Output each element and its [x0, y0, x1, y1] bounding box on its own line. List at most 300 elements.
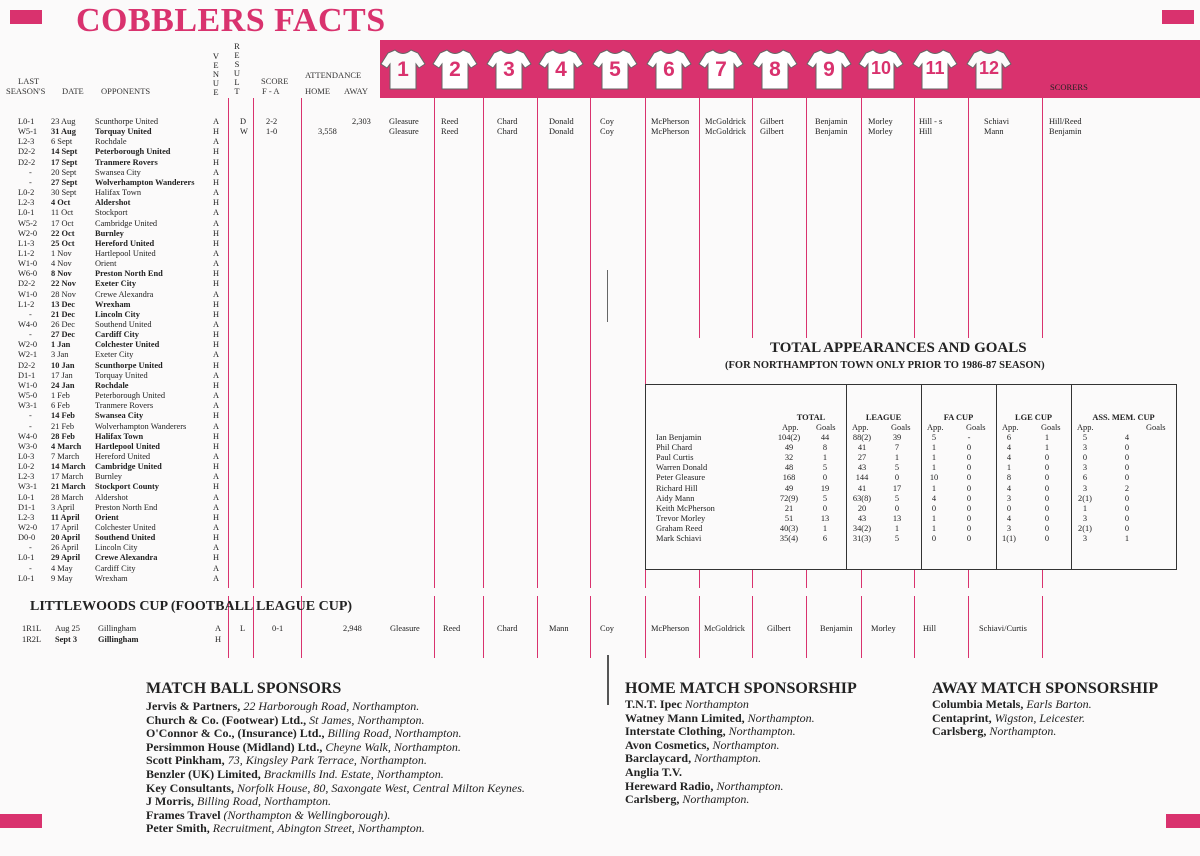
last-season-result: - — [29, 421, 32, 431]
venue: H — [215, 634, 222, 644]
stats-value: 4 — [1006, 453, 1012, 463]
venue: A — [213, 289, 220, 299]
match-ball-title: MATCH BALL SPONSORS — [146, 680, 342, 697]
attendance-away: 2,948 — [343, 624, 362, 633]
fixture-row — [0, 290, 1200, 300]
match-date: 21 March — [51, 482, 86, 492]
opponent: Preston North End — [95, 269, 163, 279]
stats-value: 2(1) — [1078, 493, 1092, 503]
player-name: McGoldrick — [705, 127, 746, 137]
sponsor-name: Barclaycard, — [625, 751, 695, 766]
player-name: Gleasure — [390, 624, 420, 633]
home-sponsor-item — [625, 766, 857, 780]
stats-value: 48 — [784, 463, 794, 473]
scorers: Benjamin — [1049, 127, 1082, 137]
match-ball-sponsor-item — [146, 754, 525, 768]
stats-value: 2(1) — [1078, 523, 1092, 533]
stats-value: 51 — [784, 513, 794, 523]
opponent: Stockport — [95, 208, 128, 218]
stats-value: 49 — [784, 483, 794, 493]
venue: A — [213, 492, 220, 502]
venue: H — [213, 269, 220, 279]
player-name: Reed — [441, 117, 459, 126]
stats-value: 1 — [822, 523, 828, 533]
opponent: Scunthorpe United — [95, 360, 163, 370]
opponent: Preston North End — [95, 502, 158, 512]
venue: H — [213, 441, 220, 451]
match-date: 17 Oct — [51, 218, 74, 228]
away-sponsor-item — [932, 698, 1158, 712]
result: D — [240, 117, 247, 126]
stats-value: 1 — [1044, 443, 1050, 453]
sponsor-address: Northampton. — [712, 737, 780, 752]
opponent: Tranmere Rovers — [95, 401, 154, 411]
stats-value: - — [967, 433, 971, 442]
shirt-number: 12 — [978, 58, 1000, 78]
opponent: Exeter City — [95, 279, 137, 289]
venue: A — [213, 391, 220, 401]
venue: A — [213, 401, 220, 411]
stats-value: 0 — [1006, 503, 1012, 513]
header-venue — [211, 52, 221, 97]
stats-value: 21 — [784, 503, 794, 513]
sponsor-address: Recruitment, Abington Street, Northampton. — [212, 821, 425, 836]
sponsor-name: Carlsberg, — [625, 792, 683, 807]
home-sponsor-item — [625, 712, 857, 726]
stats-value: 5 — [894, 493, 900, 503]
last-season-result: W3-0 — [18, 441, 38, 451]
stats-player-name: Keith McPherson — [656, 503, 715, 513]
stats-value: 0 — [966, 534, 972, 543]
venue: A — [213, 208, 220, 218]
fixture-row — [0, 249, 1200, 259]
player-name: Benjamin — [820, 624, 853, 633]
header-scorers: SCORERS — [1050, 82, 1088, 92]
match-date: 28 March — [51, 492, 84, 502]
shirt-icon — [912, 46, 958, 92]
stats-player-name: Paul Curtis — [656, 453, 694, 463]
stats-value: 6 — [1006, 433, 1012, 442]
venue: A — [213, 421, 220, 431]
stats-goals-header: Goals — [1041, 423, 1061, 432]
stats-app-header: App. — [782, 423, 799, 432]
last-season-result: W2-0 — [18, 228, 38, 238]
player-name: Hill - s — [919, 117, 943, 126]
match-ball-sponsor-item — [146, 714, 525, 728]
stats-value: 0 — [931, 534, 937, 543]
home-sponsor-item — [625, 725, 857, 739]
stats-value: 63(8) — [852, 493, 872, 503]
sponsor-address: 73, Kingsley Park Terrace, Northampton. — [227, 753, 427, 768]
match-date: 3 April — [51, 502, 75, 512]
shirt-icon — [538, 46, 584, 92]
stats-value: 35(4) — [779, 534, 799, 543]
stats-player-name: Ian Benjamin — [656, 433, 702, 442]
stats-value: 5 — [822, 463, 828, 473]
last-season-result: - — [29, 167, 32, 177]
opponent: Halifax Town — [95, 431, 144, 441]
stats-value: 3 — [1082, 463, 1088, 473]
shirt-number: 4 — [555, 58, 567, 81]
opponent: Wrexham — [95, 573, 128, 583]
result: W — [240, 127, 248, 137]
stats-goals-header: Goals — [1146, 423, 1166, 432]
opponent: Stockport County — [95, 482, 159, 492]
stats-value: 44 — [820, 433, 830, 442]
match-date: 9 May — [51, 573, 73, 583]
venue: A — [213, 188, 220, 198]
player-name: McGoldrick — [704, 624, 745, 633]
sponsor-address: Cheyne Walk, Northampton. — [325, 739, 461, 754]
shirt-icon — [752, 46, 798, 92]
opponent: Scunthorpe United — [95, 117, 159, 126]
stats-value: 0 — [1044, 493, 1050, 503]
venue: H — [213, 157, 220, 167]
match-date: 23 Aug — [51, 117, 76, 126]
stats-value: 32 — [784, 453, 794, 463]
stats-value: 0 — [966, 513, 972, 523]
match-ball-sponsor-item — [146, 809, 525, 823]
header-score: SCORE — [261, 76, 289, 86]
stats-value: 0 — [966, 483, 972, 493]
stats-value: 0 — [894, 473, 900, 483]
last-season-result: - — [29, 309, 32, 319]
last-season-result: - — [29, 177, 32, 187]
stats-value: 4 — [931, 493, 937, 503]
match-date: 14 Feb — [51, 411, 75, 421]
fold-mark — [607, 655, 611, 705]
venue: A — [213, 502, 220, 512]
opponent: Wrexham — [95, 299, 131, 309]
venue: H — [213, 309, 220, 319]
corner-mark — [0, 814, 42, 828]
match-date: 29 April — [51, 553, 81, 563]
stats-value: 1 — [1082, 503, 1088, 513]
match-date: 28 Nov — [51, 289, 76, 299]
result-letter: U — [233, 68, 241, 78]
match-ball-sponsor-item — [146, 741, 525, 755]
home-match-sponsorship — [625, 680, 857, 807]
venue: H — [213, 279, 220, 289]
fixture-row — [0, 208, 1200, 218]
sponsor-address: Northampton. — [747, 710, 815, 725]
fixture-row — [0, 229, 1200, 239]
stats-value: 0 — [966, 523, 972, 533]
sponsor-address: St James, Northampton. — [309, 712, 425, 727]
stats-value: 0 — [1082, 453, 1088, 463]
venue: H — [213, 553, 220, 563]
page-title: COBBLERS FACTS — [76, 2, 386, 39]
match-date: 20 Sept — [51, 167, 77, 177]
venue: A — [213, 137, 220, 147]
stats-value: 4 — [1006, 483, 1012, 493]
stats-value: 1 — [1124, 534, 1130, 543]
opponent: Hartlepool United — [95, 248, 156, 258]
stats-value: 41 — [857, 483, 867, 493]
venue: H — [213, 340, 220, 350]
match-date: 13 Dec — [51, 299, 75, 309]
sponsor-name: Jervis & Partners, — [146, 699, 244, 713]
match-date: 28 Feb — [51, 431, 75, 441]
stats-value: 0 — [966, 443, 972, 453]
last-season-result: W1-0 — [18, 380, 38, 390]
stats-value: 2 — [1124, 483, 1130, 493]
match-ball-sponsor-item — [146, 768, 525, 782]
stats-title: TOTAL APPEARANCES AND GOALS — [770, 340, 1027, 356]
opponent: Hartlepool United — [95, 441, 160, 451]
attendance-home: 3,558 — [318, 127, 337, 137]
sponsor-address: Wigston, Leicester. — [994, 710, 1085, 725]
shirt-icon — [486, 46, 532, 92]
match-date: 3 Jan — [51, 350, 69, 360]
stats-value: 3 — [1082, 483, 1088, 493]
opponent: Hereford United — [95, 451, 151, 461]
stats-value: 0 — [1044, 523, 1050, 533]
last-season-result: D1-1 — [18, 502, 36, 512]
player-name: Mann — [549, 624, 569, 633]
home-sponsor-item — [625, 739, 857, 753]
last-season-result: L0-3 — [18, 451, 35, 461]
shirt-icon — [380, 46, 426, 92]
attendance-away: 2,303 — [352, 117, 371, 126]
stats-value: 3 — [1006, 523, 1012, 533]
stats-player-name: Mark Schiavi — [656, 534, 702, 543]
match-date: 27 Dec — [51, 330, 75, 340]
last-season-result: L0-2 — [18, 462, 35, 472]
venue: H — [213, 198, 220, 208]
sponsor-address: Northampton. — [728, 724, 796, 739]
match-date: 14 March — [51, 462, 86, 472]
last-season-result: L0-1 — [18, 208, 35, 218]
stats-value: 1 — [894, 523, 900, 533]
stats-value: 104(2) — [777, 433, 801, 442]
opponent: Peterborough United — [95, 147, 171, 157]
stats-player-name: Warren Donald — [656, 463, 708, 473]
stats-value: 5 — [1082, 433, 1088, 442]
sponsor-address: Earls Barton. — [1026, 697, 1092, 711]
fixture-row — [0, 269, 1200, 279]
opponent: Crewe Alexandra — [95, 289, 154, 299]
last-season-result: - — [29, 563, 32, 573]
stats-value: 34(2) — [852, 523, 872, 533]
venue-letter: V — [212, 51, 220, 61]
corner-mark — [10, 10, 42, 24]
last-season-result: W6-0 — [18, 269, 38, 279]
last-season-result: D2-2 — [18, 360, 36, 370]
venue: A — [213, 472, 220, 482]
venue: A — [213, 117, 220, 126]
stats-group-header: LGE CUP — [1015, 413, 1052, 422]
result-letter: E — [234, 50, 240, 60]
opponent: Torquay United — [95, 370, 148, 380]
player-name: Gleasure — [389, 117, 419, 126]
last-season-result: L2-3 — [18, 137, 35, 147]
shirt-icon — [858, 46, 904, 92]
last-season-result: D2-2 — [18, 157, 36, 167]
home-sponsor-title: HOME MATCH SPONSORSHIP — [625, 680, 857, 697]
stats-value: 0 — [1124, 473, 1130, 483]
stats-value: 1 — [894, 453, 900, 463]
stats-value: 39 — [892, 433, 902, 442]
player-name: McGoldrick — [705, 117, 746, 126]
stats-value: 3 — [1082, 443, 1088, 453]
last-season-result: L2-3 — [18, 512, 35, 522]
opponent: Burnley — [95, 472, 122, 482]
opponent: Lincoln City — [95, 309, 140, 319]
fixture-row — [0, 371, 1200, 381]
stats-app-header: App. — [852, 423, 869, 432]
last-season-result: - — [29, 543, 32, 553]
stats-goals-header: Goals — [816, 423, 836, 432]
stats-player-name: Aidy Mann — [656, 493, 695, 503]
sponsor-name: Church & Co. (Footwear) Ltd., — [146, 712, 310, 727]
venue: A — [213, 218, 220, 228]
stats-value: 1 — [822, 453, 828, 463]
last-season-result: W1-0 — [18, 259, 38, 269]
last-season-result: W4-0 — [18, 431, 38, 441]
match-date: 11 Oct — [51, 208, 74, 218]
away-sponsor-item — [932, 712, 1158, 726]
opponent: Southend United — [95, 533, 156, 543]
opponent: Cardiff City — [95, 330, 139, 340]
player-name: Chard — [497, 127, 518, 137]
shirt-number: 6 — [663, 58, 675, 81]
match-date: 6 Sept — [51, 137, 73, 147]
match-date: 11 April — [51, 512, 80, 522]
stats-goals-header: Goals — [891, 423, 911, 432]
sponsor-address: Brackmills Ind. Estate, Northampton. — [263, 766, 444, 781]
venue: H — [213, 411, 220, 421]
opponent: Hereford United — [95, 238, 155, 248]
stats-value: 5 — [822, 493, 828, 503]
stats-value: 0 — [822, 473, 828, 483]
stats-app-header: App. — [1002, 423, 1019, 432]
fixture-row — [0, 300, 1200, 310]
match-date: 10 Jan — [51, 360, 75, 370]
sponsor-name: Scott Pinkham, — [146, 753, 228, 768]
match-ball-sponsor-item — [146, 822, 525, 836]
header-last: LAST — [18, 76, 40, 86]
last-season-result: L1-2 — [18, 248, 35, 258]
venue-letter: N — [212, 69, 220, 79]
player-name: McPherson — [651, 117, 690, 126]
last-season-result: W2-0 — [18, 523, 38, 532]
stats-value: 13 — [820, 513, 830, 523]
stats-value: 27 — [857, 453, 867, 463]
opponent: Peterborough United — [95, 391, 166, 401]
stats-app-header: App. — [927, 423, 944, 432]
player-name: Chard — [497, 624, 518, 633]
match-date: 17 March — [51, 472, 84, 482]
stats-value: 0 — [1124, 513, 1130, 523]
header-away: AWAY — [344, 86, 369, 96]
player-name: Schiavi — [984, 117, 1010, 126]
fixture-row — [0, 279, 1200, 289]
sponsor-name: Interstate Clothing, — [625, 724, 729, 739]
last-season-result: L2-3 — [18, 198, 35, 208]
venue: H — [213, 360, 220, 370]
stats-group-header: FA CUP — [943, 413, 974, 422]
match-date: 31 Aug — [51, 127, 76, 137]
stats-player-name: Graham Reed — [656, 523, 703, 533]
shirt-number: 3 — [503, 58, 515, 81]
sponsor-name: Carlsberg, — [932, 724, 990, 739]
stats-group-header: ASS. MEM. CUP — [1092, 413, 1155, 422]
opponent: Tranmere Rovers — [95, 157, 158, 167]
stats-value: 0 — [1124, 503, 1130, 513]
stats-value: 3 — [1082, 513, 1088, 523]
venue: A — [213, 451, 220, 461]
venue: A — [213, 523, 220, 532]
last-season-result: D2-2 — [18, 279, 36, 289]
fixture-row — [0, 239, 1200, 249]
last-season-result: L2-3 — [18, 472, 35, 482]
match-date: 14 Sept — [51, 147, 78, 157]
shirt-icon — [646, 46, 692, 92]
opponent: Gillingham — [98, 634, 139, 644]
stats-value: 1 — [1006, 463, 1012, 473]
shirt-number: 8 — [769, 58, 781, 81]
venue: A — [213, 573, 220, 583]
stats-value: 72(9) — [779, 493, 799, 503]
venue: A — [213, 259, 220, 269]
opponent: Wolverhampton Wanderers — [95, 177, 195, 187]
shirt-number: 10 — [870, 58, 892, 78]
sponsor-name: Anglia T.V. — [625, 764, 683, 779]
stats-value: 3 — [1006, 493, 1012, 503]
venue: H — [213, 127, 220, 137]
sponsor-address: 22 Harborough Road, Northampton. — [243, 699, 420, 713]
stats-value: 6 — [822, 534, 828, 543]
fixture-row — [0, 259, 1200, 269]
match-date: 4 Nov — [51, 259, 72, 269]
fixture-row — [0, 158, 1200, 168]
result-letter: S — [234, 59, 240, 69]
shirt-icon — [432, 46, 478, 92]
player-name: Gleasure — [389, 127, 419, 137]
shirt-icon — [966, 46, 1012, 92]
stats-player-name: Peter Gleasure — [656, 473, 706, 483]
match-date: 7 March — [51, 451, 80, 461]
stats-value: 1 — [931, 453, 937, 463]
sponsor-address: Northampton — [684, 697, 749, 711]
fixture-row — [0, 147, 1200, 157]
last-season-result: L1-3 — [18, 238, 35, 248]
stats-value: 8 — [822, 443, 828, 453]
match-date: 22 Oct — [51, 228, 75, 238]
stats-value: 144 — [855, 473, 869, 483]
match-date: Sept 3 — [55, 634, 78, 644]
sponsor-address: Northampton. — [682, 792, 750, 807]
player-name: Reed — [443, 624, 461, 633]
stats-value: 1 — [1044, 433, 1050, 442]
last-season-result: W2-1 — [18, 350, 38, 360]
opponent: Orient — [95, 259, 117, 269]
stats-value: 40(3) — [779, 523, 799, 533]
fixture-row — [0, 198, 1200, 208]
stats-value: 0 — [822, 503, 828, 513]
stats-table — [645, 384, 1177, 570]
opponent: Cardiff City — [95, 563, 136, 573]
fixture-row — [0, 188, 1200, 198]
stats-app-header: App. — [1077, 423, 1094, 432]
opponent: Burnley — [95, 228, 124, 238]
player-name: Coy — [600, 624, 614, 633]
stats-value: 0 — [1044, 534, 1050, 543]
venue: A — [213, 350, 220, 360]
venue: H — [213, 462, 220, 472]
stats-value: 41 — [857, 443, 867, 453]
